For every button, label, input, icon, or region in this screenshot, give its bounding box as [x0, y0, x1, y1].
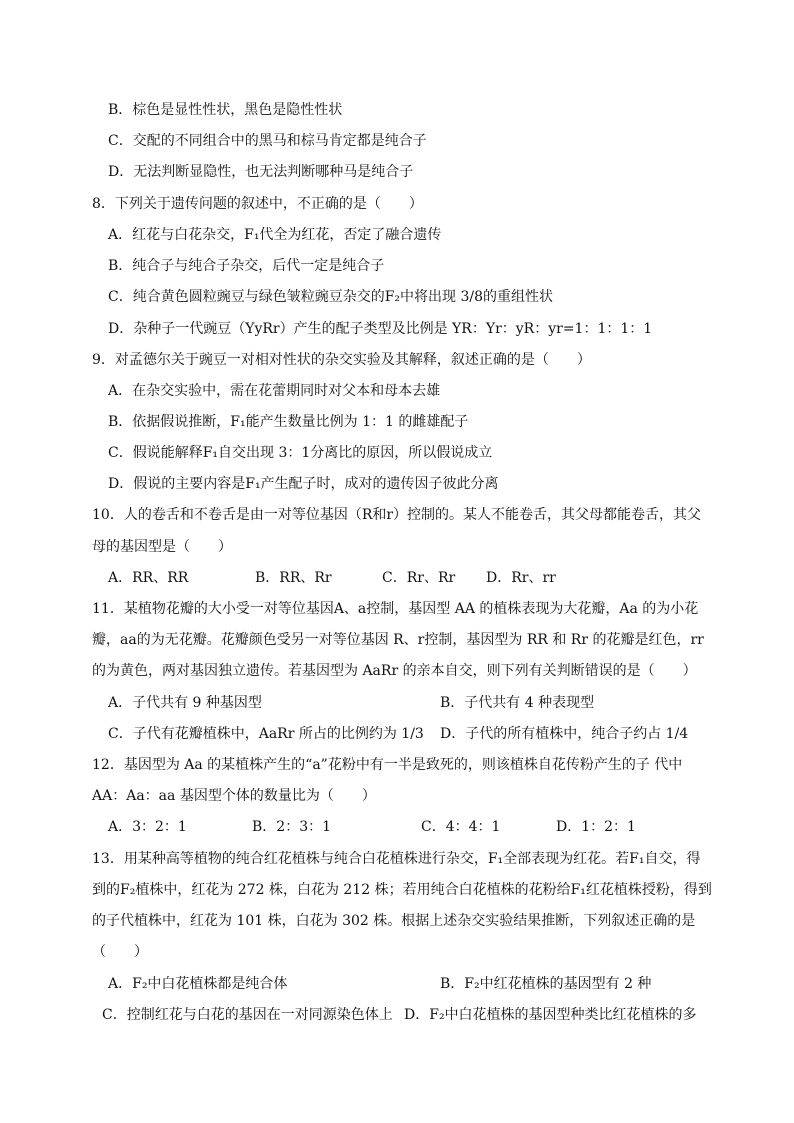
question-12-option-b: B．2：3：1	[252, 819, 332, 835]
question-11-stem-line-3: 的为黄色，两对基因独立遗传。若基因型为 AaRr 的亲本自交，则下列有关判断错误的是（ ）	[92, 663, 697, 679]
question-10-stem-line-2: 母的基因型是（ ）	[92, 539, 232, 555]
question-8-stem: 8．下列关于遗传问题的叙述中，不正确的是（ ）	[92, 196, 423, 212]
question-12-option-c: C．4：4：1	[421, 819, 501, 835]
question-8-option-d: D．杂种子一代豌豆（YyRr）产生的配子类型及比例是 YR：Yr：yR：yr=1：1：1：1	[108, 321, 653, 337]
question-13-option-c: C．控制红花与白花的基因在一对同源染色体上	[102, 1007, 393, 1023]
question-10-option-c: C．Rr、Rr	[382, 570, 456, 586]
question-12-option-a: A．3：2：1	[108, 819, 187, 835]
question-8-option-a: A．红花与白花杂交，F₁代全为红花，否定了融合遗传	[108, 227, 442, 243]
question-13-option-d: D．F₂中白花植株的基因型种类比红花植株的多	[404, 1007, 697, 1023]
question-13-stem-line-3: 的子代植株中，红花为 101 株，白花为 302 株。根据上述杂交实验结果推断，下列叙述正确的是	[92, 913, 696, 929]
question-13-option-b: B．F₂中红花植株的基因型有 2 种	[440, 976, 652, 992]
question-12-stem-line-2: AA：Aa：aa 基因型个体的数量比为（ ）	[92, 788, 376, 804]
question-12-option-d: D．1：2：1	[556, 819, 636, 835]
question-8-option-c: C．纯合黄色圆粒豌豆与绿色皱粒豌豆杂交的F₂中将出现 3/8的重组性状	[108, 289, 554, 305]
question-9-option-d: D．假说的主要内容是F₁产生配子时，成对的遗传因子彼此分离	[108, 476, 499, 492]
question-9-stem: 9．对孟德尔关于豌豆一对相对性状的杂交实验及其解释，叙述正确的是（ ）	[92, 352, 591, 368]
question-9-option-a: A．在杂交实验中，需在花蕾期同时对父本和母本去雄	[108, 383, 441, 399]
question-11-option-d: D．子代的所有植株中，纯合子约占 1/4	[440, 726, 689, 742]
question-12-stem-line-1: 12．基因型为 Aa 的某植株产生的“a”花粉中有一半是致死的，则该植株自花传粉产生的子 代中	[92, 757, 683, 773]
question-10-stem-line-1: 10．人的卷舌和不卷舌是由一对等位基因（R和r）控制的。某人不能卷舌，其父母都能卷舌，其父	[92, 507, 702, 523]
option-c-prev: C．交配的不同组合中的黑马和棕马肯定都是纯合子	[108, 133, 427, 149]
question-13-stem-line-2: 到的F₂植株中，红花为 272 株，白花为 212 株；若用纯合白花植株的花粉给F₁红花植株授粉，得到	[92, 882, 712, 898]
question-13-stem-line-4: （ ）	[92, 944, 148, 960]
option-b-prev: B．棕色是显性性状，黑色是隐性性状	[108, 102, 343, 118]
question-8-option-b: B．纯合子与纯合子杂交，后代一定是纯合子	[108, 258, 385, 274]
question-10-option-d: D．Rr、rr	[486, 570, 556, 586]
question-11-stem-line-2: 瓣，aa的为无花瓣。花瓣颜色受另一对等位基因 R、r控制，基因型为 RR 和 Rr 的花瓣是红色，rr	[92, 632, 704, 648]
question-11-option-b: B．子代共有 4 种表现型	[440, 695, 595, 711]
question-10-option-a: A．RR、RR	[108, 570, 189, 586]
question-11-option-a: A．子代共有 9 种基因型	[108, 695, 262, 711]
question-11-option-c: C．子代有花瓣植株中，AaRr 所占的比例约为 1/3	[108, 726, 424, 742]
question-11-stem-line-1: 11．某植物花瓣的大小受一对等位基因A、a控制，基因型 AA 的植株表现为大花瓣，Aa 的为小花	[92, 601, 699, 617]
option-d-prev: D．无法判断显隐性，也无法判断哪种马是纯合子	[108, 164, 414, 180]
question-13-option-a: A．F₂中白花植株都是纯合体	[108, 976, 288, 992]
question-13-stem-line-1: 13．用某种高等植物的纯合红花植株与纯合白花植株进行杂交，F₁全部表现为红花。若F₁自交，得	[92, 851, 701, 867]
question-10-option-b: B．RR、Rr	[255, 570, 332, 586]
question-9-option-b: B．依据假说推断，F₁能产生数量比例为 1：1 的雌雄配子	[108, 414, 469, 430]
question-9-option-c: C．假说能解释F₁自交出现 3：1分离比的原因，所以假说成立	[108, 445, 493, 461]
